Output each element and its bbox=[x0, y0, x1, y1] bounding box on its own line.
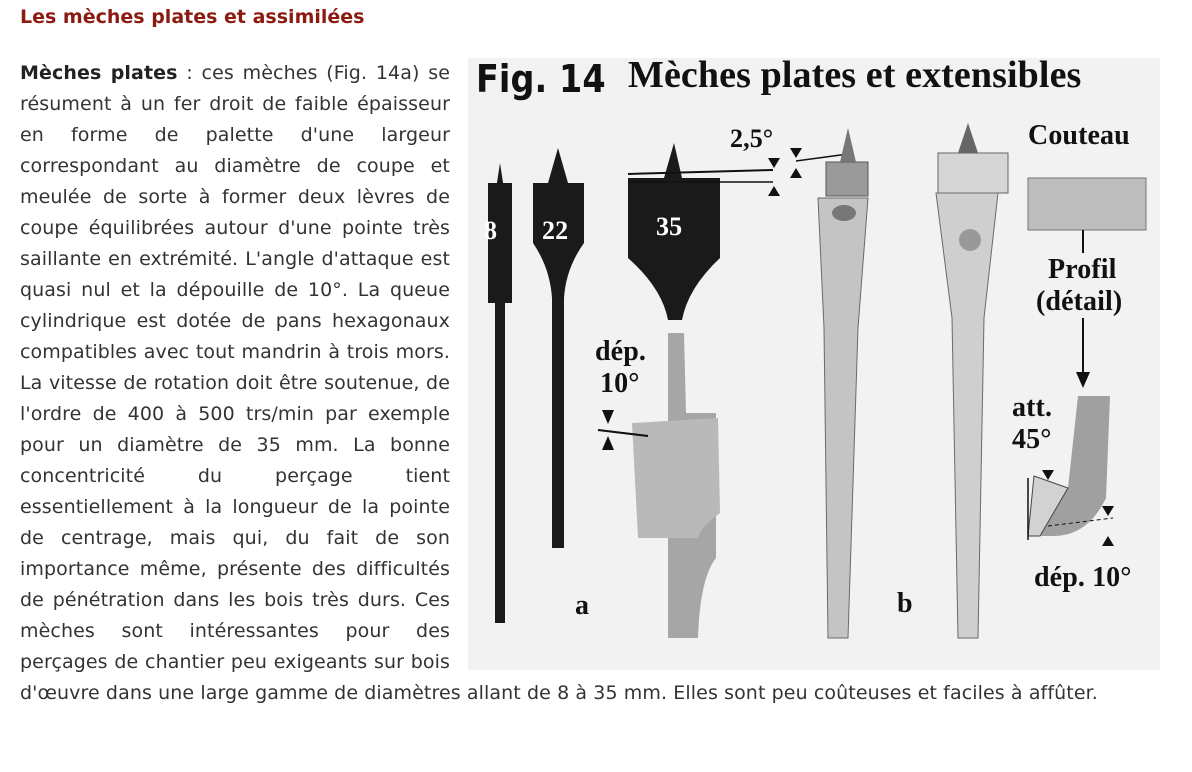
att-label-line1: att. bbox=[1012, 392, 1053, 423]
size-label-8: 8 bbox=[484, 216, 498, 245]
figure-number: Fig. 14 bbox=[476, 57, 606, 101]
paragraph-body: : ces mèches (Fig. 14a) se résument à un fer droit de faible épaisseur en forme de palette d'une largeur correspondant au diamètre de coupe et meulée de sorte à former deux lèvres de coupe équilibrées autour d'une pointe très saillante en extrémité. L'angle d'attaque est quasi nul et la dépouille de 10°. La queue cylindrique est dotée de pans hexagonaux compatibles avec tout mandrin à trois mors. La vitesse de rotation doit être soutenue, de l'ordre de 400 à 500 trs/min par exemple pour un diamètre de 35 mm. La bonne concentricité du perçage tient essentiellement à la longueur de la pointe de centrage, mais qui, du fait de son importance même, présente des difficultés de pénétration dans les bois très durs. Ces mèches sont intéressantes pour des perçages de chantier peu exigeants sur bois d'œuvre dans une large gamme de diamètres allant de 8 à 35 mm. Elles sont peu coûteuses et faciles à affûter. bbox=[20, 62, 1098, 704]
angle-label-2-5: 2,5° bbox=[730, 124, 774, 153]
figure-14 bbox=[468, 54, 1160, 670]
size-label-35: 35 bbox=[656, 212, 683, 241]
section-title: Les mèches plates et assimilées bbox=[20, 6, 365, 28]
label-b: b bbox=[897, 588, 913, 619]
body-paragraph bbox=[20, 54, 1160, 709]
profil-label-line1: Profil bbox=[1048, 254, 1117, 285]
profil-label-line2: (détail) bbox=[1036, 286, 1123, 317]
figure-title: Mèches plates et extensibles bbox=[628, 54, 1082, 96]
label-a: a bbox=[575, 590, 590, 621]
dep-label-a-line1: dép. bbox=[595, 336, 646, 367]
size-label-22: 22 bbox=[542, 216, 569, 245]
paragraph-lead: Mèches plates bbox=[20, 62, 178, 84]
att-label-line2: 45° bbox=[1012, 424, 1052, 455]
dep-label-a-line2: 10° bbox=[600, 368, 640, 399]
dep-label-b: dép. 10° bbox=[1034, 562, 1132, 593]
couteau-label: Couteau bbox=[1028, 120, 1130, 151]
